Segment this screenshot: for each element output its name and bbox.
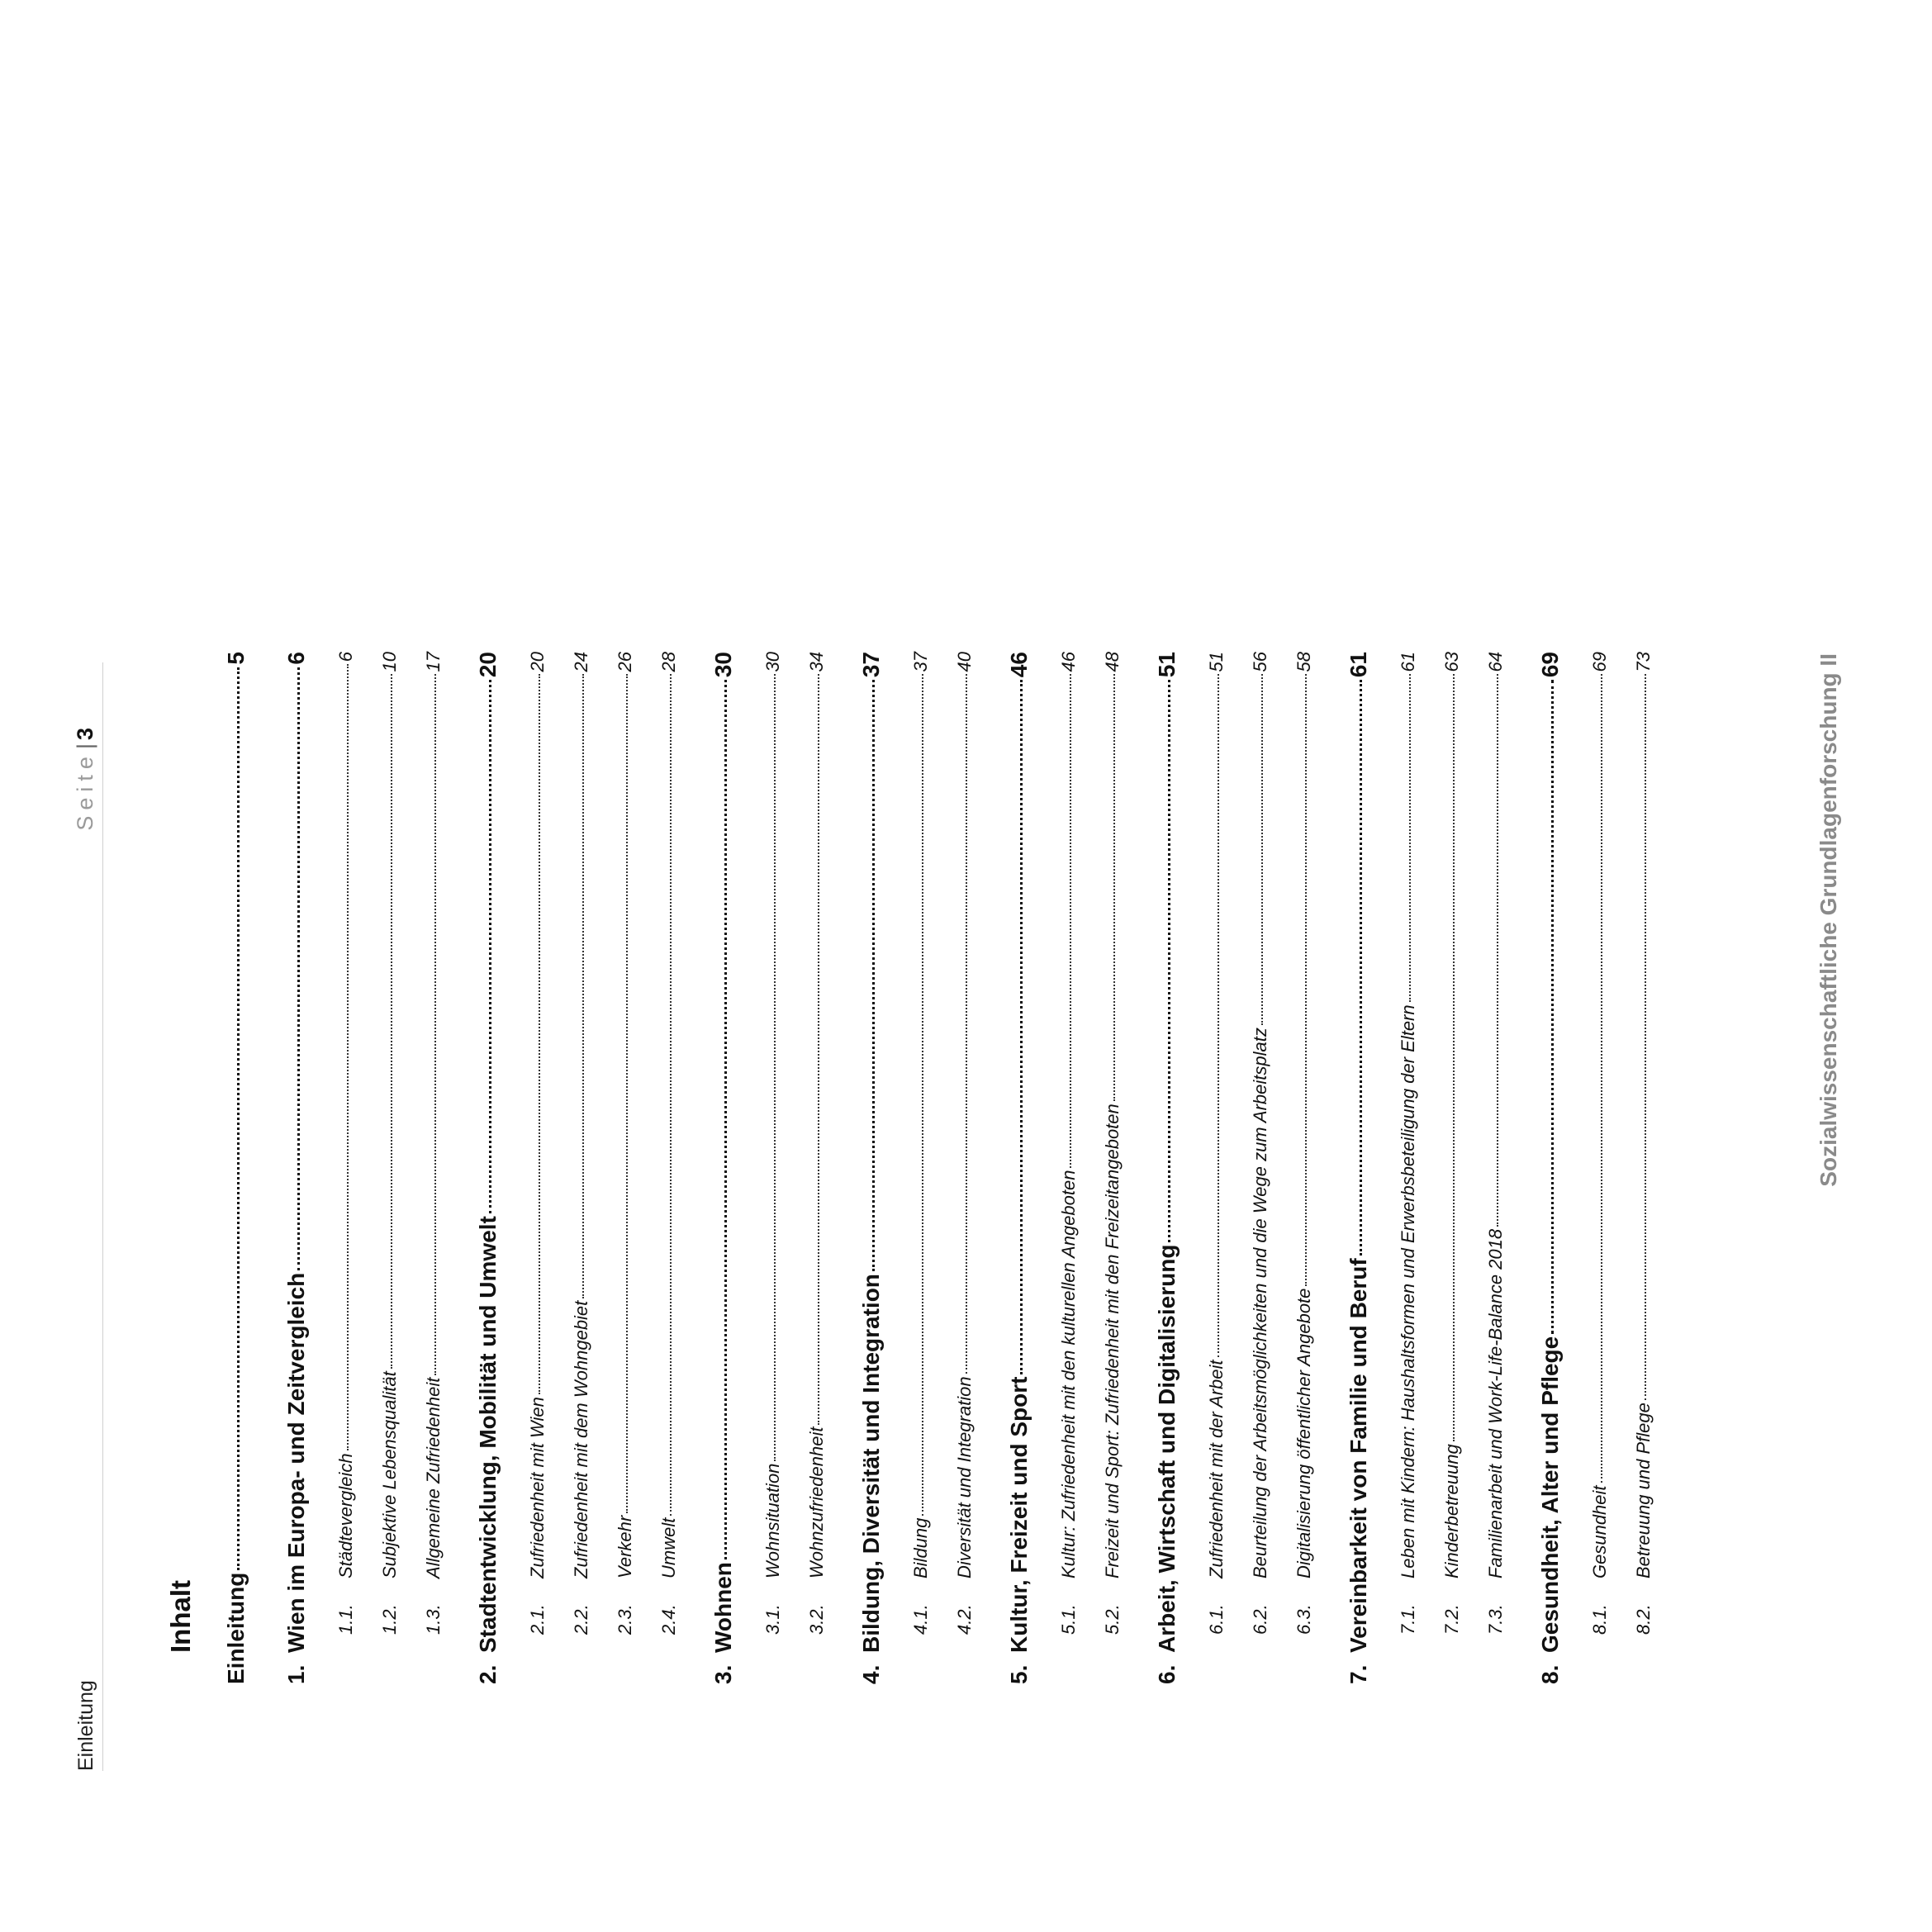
toc-dot-leader	[774, 674, 776, 1460]
toc-dot-leader	[922, 674, 923, 1515]
toc-entry-page: 46	[1058, 652, 1079, 672]
toc-entry-page: 10	[379, 652, 400, 672]
toc-entry-page: 30	[710, 652, 736, 678]
toc-entry-title: Bildung	[910, 1517, 931, 1578]
toc-entry-page: 26	[615, 652, 635, 672]
toc-section-entry[interactable]	[1206, 652, 1227, 1635]
toc-section-entry[interactable]	[335, 652, 357, 1635]
toc-entry-number: 2.2.	[571, 1604, 591, 1635]
toc-entry-number: 2.4.	[658, 1604, 679, 1635]
toc-dot-leader	[1168, 680, 1170, 1241]
toc-chapter-entry[interactable]	[710, 652, 737, 1684]
toc-section-entry[interactable]	[806, 652, 828, 1635]
toc-entry-label	[615, 1516, 636, 1635]
toc-entry-page: 30	[762, 652, 783, 672]
toc-dot-leader	[347, 664, 349, 1450]
toc-section-entry[interactable]	[1485, 652, 1507, 1635]
toc-entry-title: Wohnzufriedenheit	[806, 1426, 827, 1578]
toc-section-entry[interactable]	[1250, 652, 1271, 1635]
toc-entry-title: Umwelt	[658, 1517, 679, 1578]
toc-entry-title: Digitalisierung öffentlicher Angebote	[1294, 1288, 1314, 1578]
toc-entry-title: Bildung, Diversität und Integration	[858, 1274, 884, 1653]
toc-section-entry[interactable]	[527, 652, 548, 1635]
toc-entry-title: Vereinbarkeit von Familie und Beruf	[1346, 1258, 1371, 1653]
toc-entry-label	[1102, 1104, 1123, 1635]
toc-entry-title: Kinderbetreuung	[1441, 1444, 1462, 1578]
toc-entry-number: 7.3.	[1485, 1604, 1506, 1635]
toc-entry-number: 7.1.	[1398, 1604, 1418, 1635]
toc-entry-number: 4.2.	[954, 1604, 975, 1635]
toc-entry-label	[1154, 1245, 1180, 1684]
toc-entry-label	[283, 1273, 310, 1684]
toc-entry-page: 34	[806, 652, 827, 672]
toc-entry-title: Zufriedenheit mit der Arbeit	[1206, 1360, 1227, 1578]
toc-dot-leader	[724, 680, 727, 1559]
toc-entry-number: 1.	[283, 1664, 309, 1684]
toc-chapter-entry[interactable]	[1346, 652, 1372, 1684]
toc-entry-label	[223, 1573, 249, 1684]
toc-entry-title: Zufriedenheit mit dem Wohngebiet	[571, 1300, 591, 1578]
toc-dot-leader	[391, 674, 392, 1369]
toc-entry-number: 2.	[475, 1664, 501, 1684]
toc-dot-leader	[1497, 674, 1498, 1226]
toc-entry-label	[1441, 1444, 1463, 1635]
toc-dot-leader	[1645, 674, 1646, 1400]
toc-entry-title: Wien im Europa- und Zeitvergleich	[283, 1272, 309, 1653]
toc-section-entry[interactable]	[1058, 652, 1080, 1635]
toc-entry-number: 1.3.	[423, 1604, 444, 1635]
toc-entry-number: 3.	[710, 1664, 736, 1684]
toc-dot-leader	[1113, 674, 1115, 1101]
toc-dot-leader	[297, 667, 300, 1270]
toc-entry-number: 4.	[858, 1664, 884, 1684]
toc-entry-label	[1633, 1403, 1654, 1635]
toc-dot-leader	[1551, 680, 1554, 1334]
toc-entry-page: 20	[527, 652, 548, 672]
toc-dot-leader	[1020, 680, 1023, 1374]
toc-entry-label	[1206, 1360, 1227, 1635]
toc-section-entry[interactable]	[658, 652, 680, 1635]
page-label: Seite	[73, 751, 97, 831]
toc-entry-number: 6.1.	[1206, 1604, 1227, 1635]
toc-entry-label	[1006, 1377, 1032, 1684]
toc-entry-title: Arbeit, Wirtschaft und Digitalisierung	[1154, 1244, 1180, 1653]
toc-entry-title: Gesundheit, Alter und Pflege	[1537, 1336, 1563, 1653]
toc-entry-title: Leben mit Kindern: Haushaltsformen und Erwerbsbeteiligung der Eltern	[1398, 1004, 1418, 1578]
toc-section-entry[interactable]	[379, 652, 401, 1635]
toc-section-entry[interactable]	[1102, 652, 1123, 1635]
toc-dot-leader	[966, 674, 967, 1374]
toc-entry-page: 40	[954, 652, 975, 672]
toc-entry-label	[762, 1464, 784, 1635]
toc-section-entry[interactable]	[1398, 652, 1419, 1635]
toc-entry-label	[910, 1518, 932, 1635]
toc-entry-page: 48	[1102, 652, 1123, 672]
toc-entry-number: 2.3.	[615, 1604, 635, 1635]
toc-section-entry[interactable]	[762, 652, 784, 1635]
toc-entry-title: Einleitung	[223, 1572, 249, 1684]
toc-entry-number: 6.2.	[1250, 1604, 1270, 1635]
toc-chapter-entry[interactable]	[283, 652, 310, 1684]
toc-entry-label	[858, 1274, 885, 1684]
toc-entry-page: 51	[1206, 652, 1227, 672]
toc-entry-page: 63	[1441, 652, 1462, 672]
toc-entry-label	[335, 1453, 357, 1635]
toc-dot-leader	[237, 667, 240, 1570]
toc-entry-page: 64	[1485, 652, 1506, 672]
toc-section-entry[interactable]	[1589, 652, 1611, 1635]
toc-dot-leader	[582, 674, 584, 1298]
toc-dot-leader	[1218, 674, 1219, 1357]
page-number: 3	[73, 728, 97, 741]
page-separator: |	[73, 743, 97, 750]
toc-chapter-entry[interactable]	[223, 652, 249, 1684]
toc-entry-title: Betreuung und Pflege	[1633, 1403, 1654, 1578]
toc-entry-page: 73	[1633, 652, 1654, 672]
toc-entry-number: 5.1.	[1058, 1604, 1079, 1635]
toc-dot-leader	[1601, 674, 1602, 1483]
toc-entry-title: Wohnsituation	[762, 1463, 783, 1578]
toc-entry-number: 2.1.	[527, 1604, 548, 1635]
toc-chapter-entry[interactable]	[858, 652, 885, 1684]
toc-entry-number: 8.1.	[1589, 1604, 1610, 1635]
toc-chapter-entry[interactable]	[1537, 652, 1564, 1684]
toc-dot-leader	[818, 674, 819, 1424]
running-header-section: Einleitung	[74, 1680, 97, 1771]
toc-entry-number: 3.2.	[806, 1604, 827, 1635]
toc-section-entry[interactable]	[571, 652, 592, 1635]
toc-section-entry[interactable]	[1441, 652, 1463, 1635]
toc-entry-title: Diversität und Integration	[954, 1376, 975, 1578]
toc-entry-number: 5.	[1006, 1664, 1032, 1684]
toc-entry-number: 7.	[1346, 1664, 1371, 1684]
toc-entry-page: 20	[475, 652, 501, 678]
toc-entry-number: 1.2.	[379, 1604, 400, 1635]
toc-entry-label	[1250, 1028, 1271, 1635]
toc-section-entry[interactable]	[423, 652, 444, 1635]
toc-entry-title: Verkehr	[615, 1515, 635, 1578]
toc-entry-number: 8.2.	[1633, 1604, 1654, 1635]
toc-entry-page: 28	[658, 652, 679, 672]
toc-entry-page: 6	[335, 652, 356, 662]
toc-entry-title: Familienarbeit und Work-Life-Balance 2018	[1485, 1228, 1506, 1578]
toc-section-entry[interactable]	[910, 652, 932, 1635]
toc-section-entry[interactable]	[1633, 652, 1654, 1635]
toc-entry-page: 17	[423, 652, 444, 672]
toc-entry-label	[527, 1397, 548, 1635]
toc-entry-label	[1346, 1258, 1372, 1684]
toc-dot-leader	[1305, 674, 1307, 1285]
toc-entry-number: 7.2.	[1441, 1604, 1462, 1635]
toc-dot-leader	[670, 674, 672, 1515]
table-of-contents	[0, 571, 1932, 1932]
toc-entry-page: 51	[1154, 652, 1180, 678]
toc-entry-title: Subjektive Lebensqualität	[379, 1371, 400, 1578]
toc-entry-title: Zufriedenheit mit Wien	[527, 1397, 548, 1578]
toc-entry-label	[954, 1376, 975, 1635]
toc-dot-leader	[1360, 680, 1362, 1256]
toc-entry-page: 24	[571, 652, 591, 672]
toc-entry-title: Gesundheit	[1589, 1485, 1610, 1578]
footer-publisher: Sozialwissenschaftliche Grundlagenforschung II	[1816, 653, 1841, 1187]
toc-entry-label	[658, 1518, 680, 1635]
toc-entry-page: 6	[283, 652, 309, 665]
toc-dot-leader	[872, 680, 875, 1271]
toc-entry-page: 61	[1398, 652, 1418, 672]
toc-entry-title: Kultur, Freizeit und Sport	[1006, 1376, 1032, 1653]
toc-entry-title: Städtevergleich	[335, 1453, 356, 1578]
toc-heading: Inhalt	[165, 1580, 196, 1653]
toc-entry-title: Beurteilung der Arbeitsmöglichkeiten und die Wege zum Arbeitsplatz	[1250, 1028, 1270, 1578]
toc-chapter-entry[interactable]	[475, 652, 501, 1684]
toc-entry-label	[379, 1371, 401, 1635]
toc-entry-page: 69	[1537, 652, 1563, 678]
toc-dot-leader	[1261, 674, 1263, 1025]
toc-entry-title: Allgemeine Zufriedenheit	[423, 1377, 444, 1578]
toc-entry-label	[423, 1378, 444, 1635]
toc-entry-page: 5	[223, 652, 249, 665]
toc-entry-label	[1294, 1289, 1315, 1635]
toc-entry-title: Stadtentwicklung, Mobilität und Umwelt	[475, 1216, 501, 1653]
toc-entry-number: 6.	[1154, 1664, 1180, 1684]
toc-section-entry[interactable]	[1294, 652, 1315, 1635]
toc-dot-leader	[1453, 674, 1455, 1441]
toc-entry-label	[1058, 1170, 1080, 1635]
toc-entry-label	[1398, 1004, 1419, 1635]
toc-entry-label	[571, 1301, 592, 1635]
toc-dot-leader	[489, 680, 491, 1213]
toc-entry-title: Freizeit und Sport: Zufriedenheit mit den Freizeitangeboten	[1102, 1104, 1123, 1578]
toc-entry-label	[475, 1216, 501, 1684]
toc-dot-leader	[1409, 674, 1411, 1002]
toc-entry-page: 61	[1346, 652, 1371, 678]
toc-dot-leader	[626, 674, 628, 1512]
toc-entry-number: 1.1.	[335, 1604, 356, 1635]
toc-dot-leader	[434, 674, 436, 1374]
document-page	[0, 571, 1932, 1932]
toc-entry-number: 6.3.	[1294, 1604, 1314, 1635]
toc-entry-title: Kultur: Zufriedenheit mit den kulturellen Angeboten	[1058, 1170, 1079, 1578]
toc-entry-label	[1589, 1485, 1611, 1635]
toc-entry-label	[1485, 1229, 1507, 1635]
toc-section-entry[interactable]	[615, 652, 636, 1635]
toc-section-entry[interactable]	[954, 652, 975, 1635]
toc-chapter-entry[interactable]	[1006, 652, 1032, 1684]
toc-entry-number: 5.2.	[1102, 1604, 1123, 1635]
toc-entry-number: 8.	[1537, 1664, 1563, 1684]
toc-dot-leader	[539, 674, 540, 1394]
toc-entry-page: 58	[1294, 652, 1314, 672]
toc-entry-label	[806, 1427, 828, 1635]
toc-entry-page: 37	[858, 652, 884, 678]
toc-dot-leader	[1070, 674, 1071, 1167]
toc-chapter-entry[interactable]	[1154, 652, 1180, 1684]
toc-entry-title: Wohnen	[710, 1562, 736, 1653]
toc-entry-page: 37	[910, 652, 931, 672]
toc-entry-number: 4.1.	[910, 1604, 931, 1635]
toc-entry-page: 46	[1006, 652, 1032, 678]
toc-entry-label	[710, 1562, 737, 1684]
toc-entry-label	[1537, 1336, 1564, 1684]
toc-entry-page: 56	[1250, 652, 1270, 672]
toc-entry-number: 3.1.	[762, 1604, 783, 1635]
toc-entry-page: 69	[1589, 652, 1610, 672]
